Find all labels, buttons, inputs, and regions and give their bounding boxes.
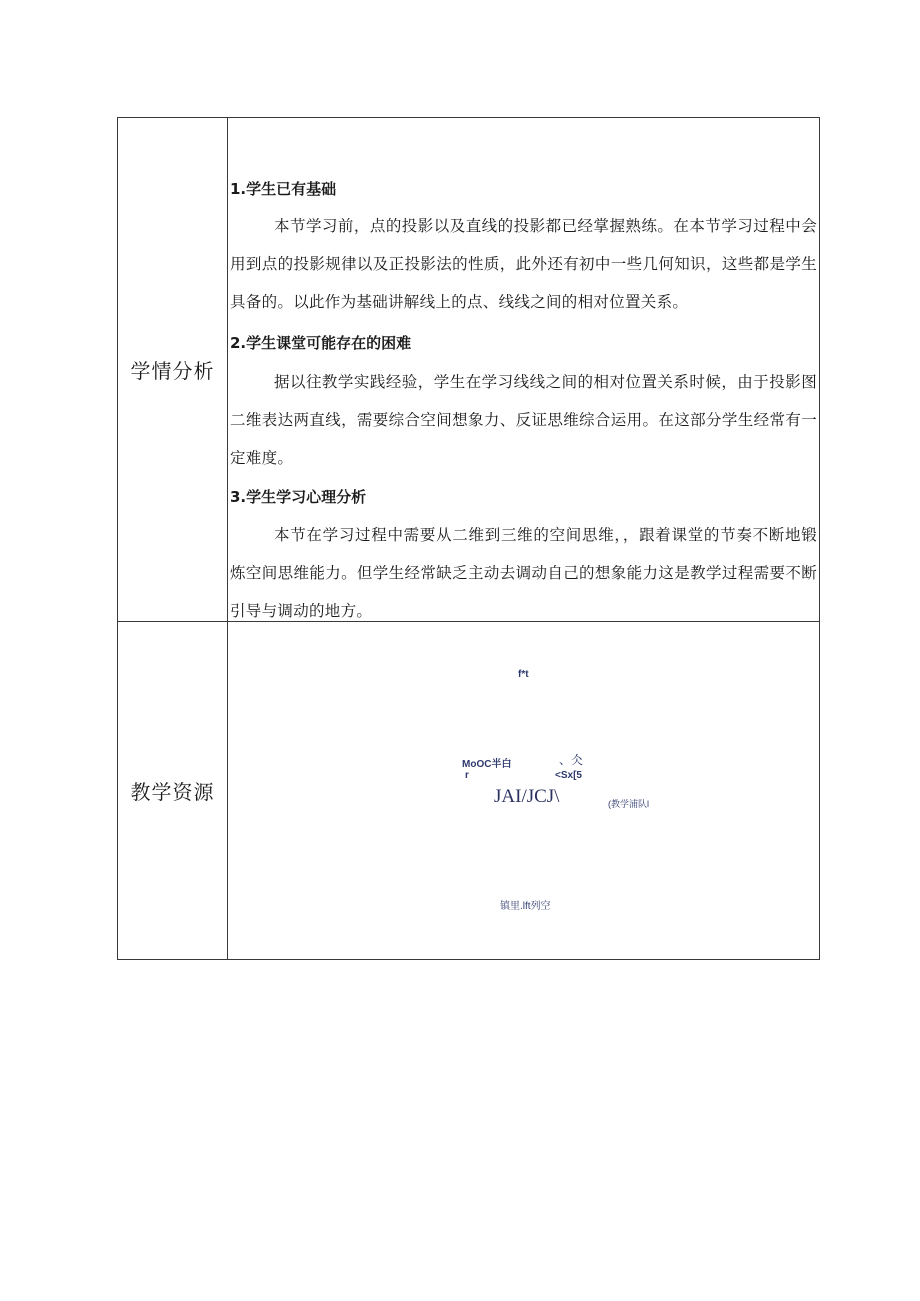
document-table — [117, 117, 820, 960]
figure-text-mooc: MoOC半白 — [462, 759, 512, 770]
figure-text-top: f*t — [518, 669, 529, 680]
section-heading-1: 1.学生已有基础 — [230, 180, 337, 198]
figure-text-bottom: 镇里.lft列空 — [500, 901, 551, 912]
row-label-teaching-resources: 教学资源 — [118, 621, 228, 959]
section-paragraph-1: 本节学习前，点的投影以及直线的投影都已经掌握熟练。在本节学习过程中会用到点的投影规律以及正投影法的性质，此外还有初中一些几何知识，这些都是学生具备的。以此作为基础讲解线上的点、线线之间的相对位置关系。 — [230, 217, 817, 311]
figure-text-comma: 、仌 — [559, 753, 584, 767]
row-label-learning-analysis: 学情分析 — [118, 118, 228, 621]
section-heading-3: 3.学生学习心理分析 — [230, 488, 367, 506]
section-heading-2: 2.学生课堂可能存在的困难 — [230, 334, 412, 352]
figure-text-jai: JAI/JCJ\ — [494, 786, 560, 807]
table-row-learning-analysis — [118, 118, 819, 622]
figure-text-team: (教学浦队l — [608, 799, 649, 809]
row-content-teaching-resources — [228, 621, 819, 959]
table-row-teaching-resources — [118, 621, 819, 959]
section-paragraph-2: 据以往教学实践经验，学生在学习线线之间的相对位置关系时候，由于投影图二维表达两直线，需要综合空间想象力、反证思维综合运用。在这部分学生经常有一定难度。 — [230, 373, 817, 467]
section-paragraph-3: 本节在学习过程中需要从二维到三维的空间思维，，跟着课堂的节奏不断地锻炼空间思维能力。但学生经常缺乏主动去调动自己的想象能力这是教学过程需要不断引导与调动的地方。 — [230, 526, 817, 620]
row-content-learning-analysis — [228, 118, 819, 621]
figure-text-r: r — [465, 770, 469, 781]
figure-text-sx: <Sx[5 — [555, 770, 582, 781]
